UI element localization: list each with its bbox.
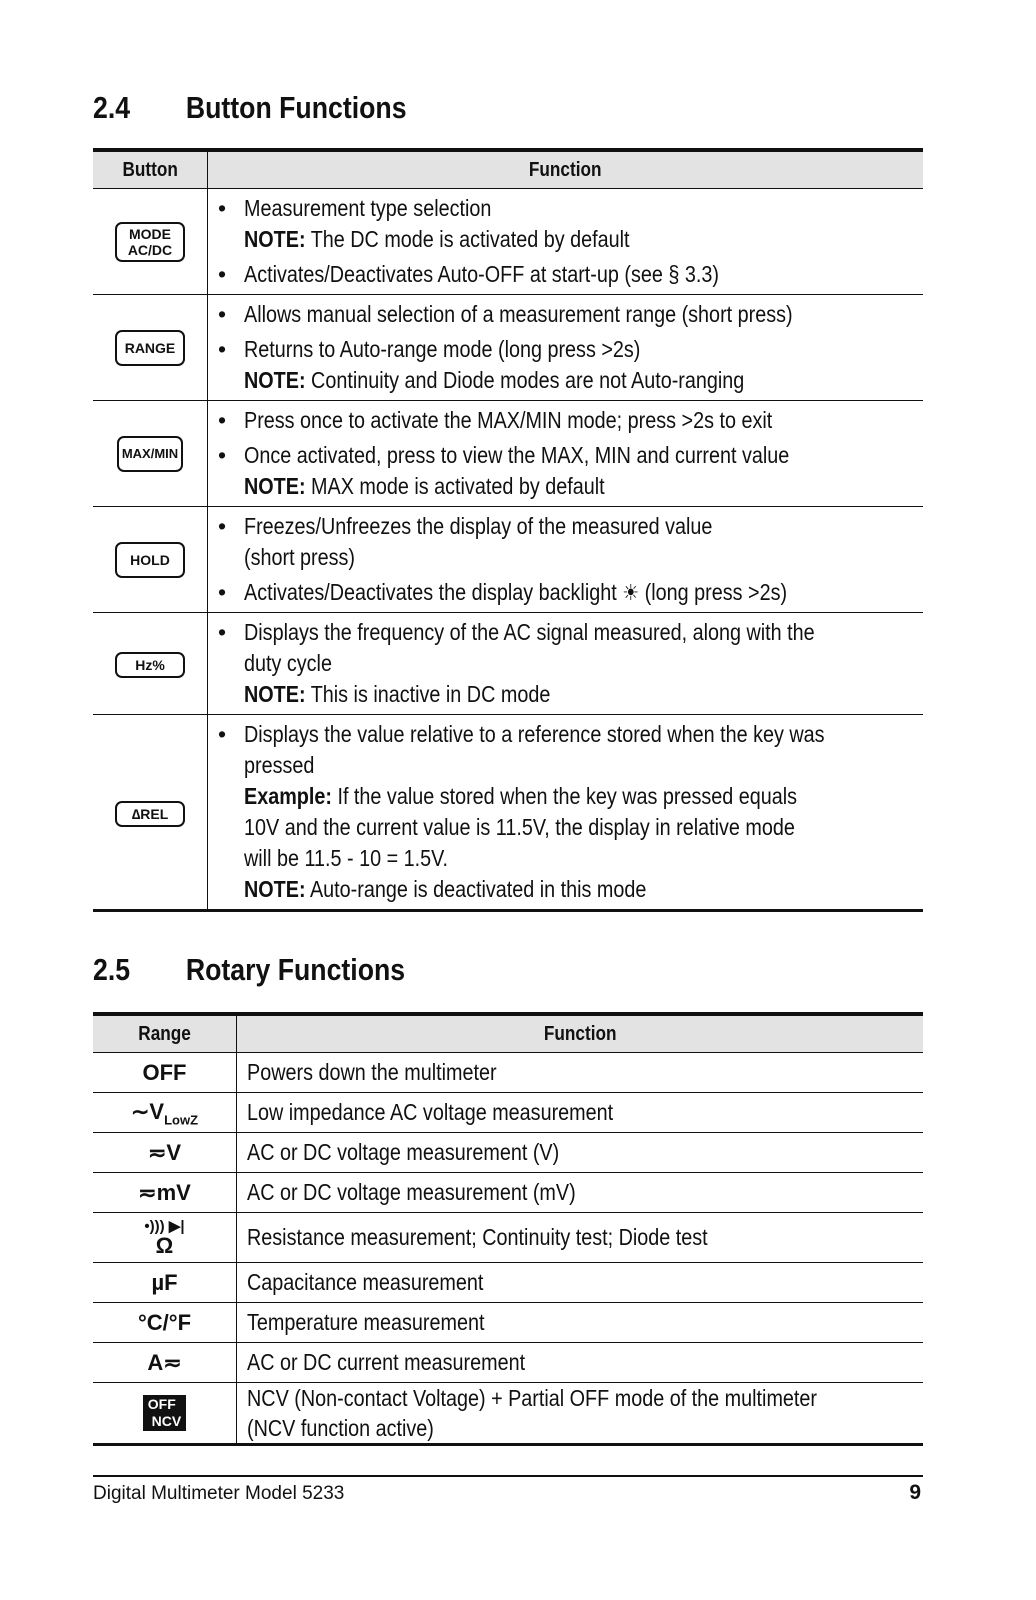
function-cell: • Allows manual selection of a measurement range (short press) • Returns to Auto-range mode (long press >2s) NOTE: Continuity and Diode modes are not Auto-ranging	[207, 295, 923, 401]
delta-rel-button-icon: ∆REL	[115, 801, 185, 827]
table-row	[93, 613, 923, 715]
table-row	[93, 1093, 923, 1133]
range-cell: OFF	[93, 1053, 237, 1093]
hold-button-icon: HOLD	[115, 542, 185, 578]
button-cell	[93, 295, 207, 401]
page-number: 9	[909, 1481, 921, 1504]
header-function: Function	[237, 1014, 924, 1053]
function-cell: Powers down the multimeter	[237, 1053, 924, 1093]
table-row	[93, 507, 923, 613]
button-cell	[93, 507, 207, 613]
off-ncv-badge: OFF NCV	[143, 1395, 186, 1431]
button-cell	[93, 613, 207, 715]
function-cell: • Press once to activate the MAX/MIN mode; press >2s to exit • Once activated, press to view the MAX, MIN and current value NOTE: MAX mode is activated by default	[207, 401, 923, 507]
range-cell: ≂mV	[93, 1173, 237, 1213]
table-row	[93, 189, 923, 295]
table-header-row	[93, 150, 923, 189]
function-cell: Temperature measurement	[237, 1303, 924, 1343]
section-number: 2.4	[93, 90, 131, 125]
function-cell: • Freezes/Unfreezes the display of the measured value (short press) • Activates/Deactivates the display backlight ☀ (long press >2s)	[207, 507, 923, 613]
table-row	[93, 715, 923, 911]
header-range: Range	[93, 1014, 237, 1053]
range-cell	[93, 1383, 237, 1445]
footer-divider	[93, 1475, 923, 1477]
section-title-text: Button Functions	[185, 90, 407, 125]
table-header-row	[93, 1014, 923, 1053]
table-row	[93, 1263, 923, 1303]
function-cell: NCV (Non-contact Voltage) + Partial OFF mode of the multimeter (NCV function active)	[237, 1383, 924, 1445]
ac-dc-icon: ≂	[163, 1350, 182, 1375]
header-function: Function	[207, 150, 923, 189]
function-cell: AC or DC current measurement	[237, 1343, 924, 1383]
table-row	[93, 295, 923, 401]
function-cell: • Measurement type selection NOTE: The DC mode is activated by default • Activates/Deactivates Auto-OFF at start-up (see § 3.3)	[207, 189, 923, 295]
range-cell: °C/°F	[93, 1303, 237, 1343]
button-cell	[93, 189, 207, 295]
ac-dc-icon: ≂	[138, 1180, 157, 1205]
function-cell: Low impedance AC voltage measurement	[237, 1093, 924, 1133]
backlight-sun-icon: ☀	[622, 580, 640, 605]
ac-tilde-icon: ∼	[130, 1098, 150, 1124]
range-cell: A≂	[93, 1343, 237, 1383]
table-row	[93, 1133, 923, 1173]
section-title-rotary-functions	[93, 952, 405, 988]
table-row	[93, 401, 923, 507]
mode-acdc-button-icon: MODE AC/DC	[115, 222, 185, 262]
ac-dc-icon: ≂	[147, 1140, 167, 1165]
rotary-functions-table	[93, 1012, 923, 1446]
function-cell: Resistance measurement; Continuity test; Diode test	[237, 1213, 924, 1263]
function-cell: AC or DC voltage measurement (V)	[237, 1133, 924, 1173]
footer-model-name: Digital Multimeter Model 5233	[93, 1483, 345, 1504]
range-cell: ≂V	[93, 1133, 237, 1173]
section-number: 2.5	[93, 952, 131, 987]
function-cell: • Displays the frequency of the AC signal measured, along with the duty cycle NOTE: This is inactive in DC mode	[207, 613, 923, 715]
max-min-button-icon: MAX/MIN	[117, 436, 183, 472]
function-cell: Capacitance measurement	[237, 1263, 924, 1303]
range-cell: µF	[93, 1263, 237, 1303]
table-row	[93, 1303, 923, 1343]
table-row	[93, 1383, 923, 1445]
table-row	[93, 1213, 923, 1263]
header-button: Button	[93, 150, 207, 189]
table-row	[93, 1053, 923, 1093]
function-cell: AC or DC voltage measurement (mV)	[237, 1173, 924, 1213]
section-title-button-functions	[93, 90, 407, 126]
function-cell: • Displays the value relative to a reference stored when the key was pressed Example: If the value stored when the key was pressed equals 10V and the current value is 11.5V, the display in relative mode will be 11.5 - 10 = 1.5V. NOTE: Auto-range is deactivated in this mode	[207, 715, 923, 911]
range-button-icon: RANGE	[115, 330, 185, 366]
button-functions-table	[93, 148, 923, 912]
continuity-diode-icon: •))) ▶|	[144, 1217, 185, 1235]
hz-percent-button-icon: Hz%	[115, 652, 185, 678]
button-cell	[93, 401, 207, 507]
section-title-text: Rotary Functions	[185, 952, 406, 987]
button-cell	[93, 715, 207, 911]
range-cell: •))) ▶| Ω	[93, 1213, 237, 1263]
table-row	[93, 1173, 923, 1213]
range-cell: $\sim V_{LowZ}$	[93, 1093, 237, 1133]
table-row	[93, 1343, 923, 1383]
